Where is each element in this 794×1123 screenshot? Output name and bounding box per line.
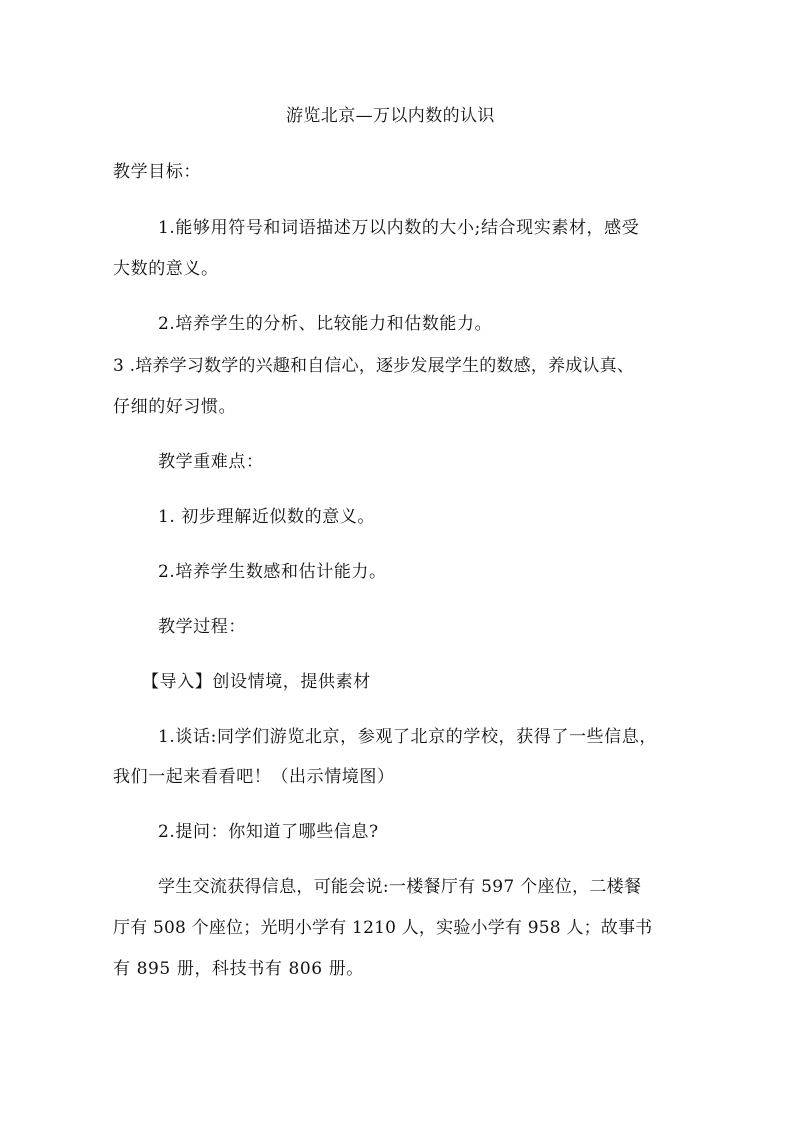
key-point-1: 1. 初步理解近似数的意义。 [158,507,376,527]
objectives-heading: 教学目标： [113,162,201,182]
key-point-2: 2.培养学生数感和估计能力。 [158,562,387,582]
process-item-1-line-2: 我们一起来看看吧！（出示情境图） [113,767,395,787]
objective-1-line-1: 1.能够用符号和词语描述万以内数的大小;结合现实素材，感受 [158,218,640,238]
objective-3-line-2: 仔细的好习惯。 [113,397,237,417]
student-response-line-3: 有 895 册，科技书有 806 册。 [113,959,364,979]
student-response-line-1: 学生交流获得信息，可能会说:一楼餐厅有 597 个座位，二楼餐 [158,877,642,897]
process-heading: 教学过程： [158,617,246,637]
objective-1-line-2: 大数的意义。 [113,259,219,279]
intro-heading: 【导入】创设情境，提供素材 [142,672,371,692]
objective-2: 2.培养学生的分析、比较能力和估数能力。 [158,314,493,334]
objective-3-line-1: 3 .培养学习数学的兴趣和自信心，逐步发展学生的数感，养成认真、 [113,356,635,376]
key-points-heading: 教学重难点： [158,452,264,472]
process-item-1-line-1: 1.谈话:同学们游览北京，参观了北京的学校，获得了一些信息， [158,727,657,747]
student-response-line-2: 厅有 508 个座位；光明小学有 1210 人，实验小学有 958 人；故事书 [113,918,653,938]
process-item-2: 2.提问：你知道了哪些信息? [158,822,379,842]
page-title: 游览北京—万以内数的认识 [286,106,495,126]
